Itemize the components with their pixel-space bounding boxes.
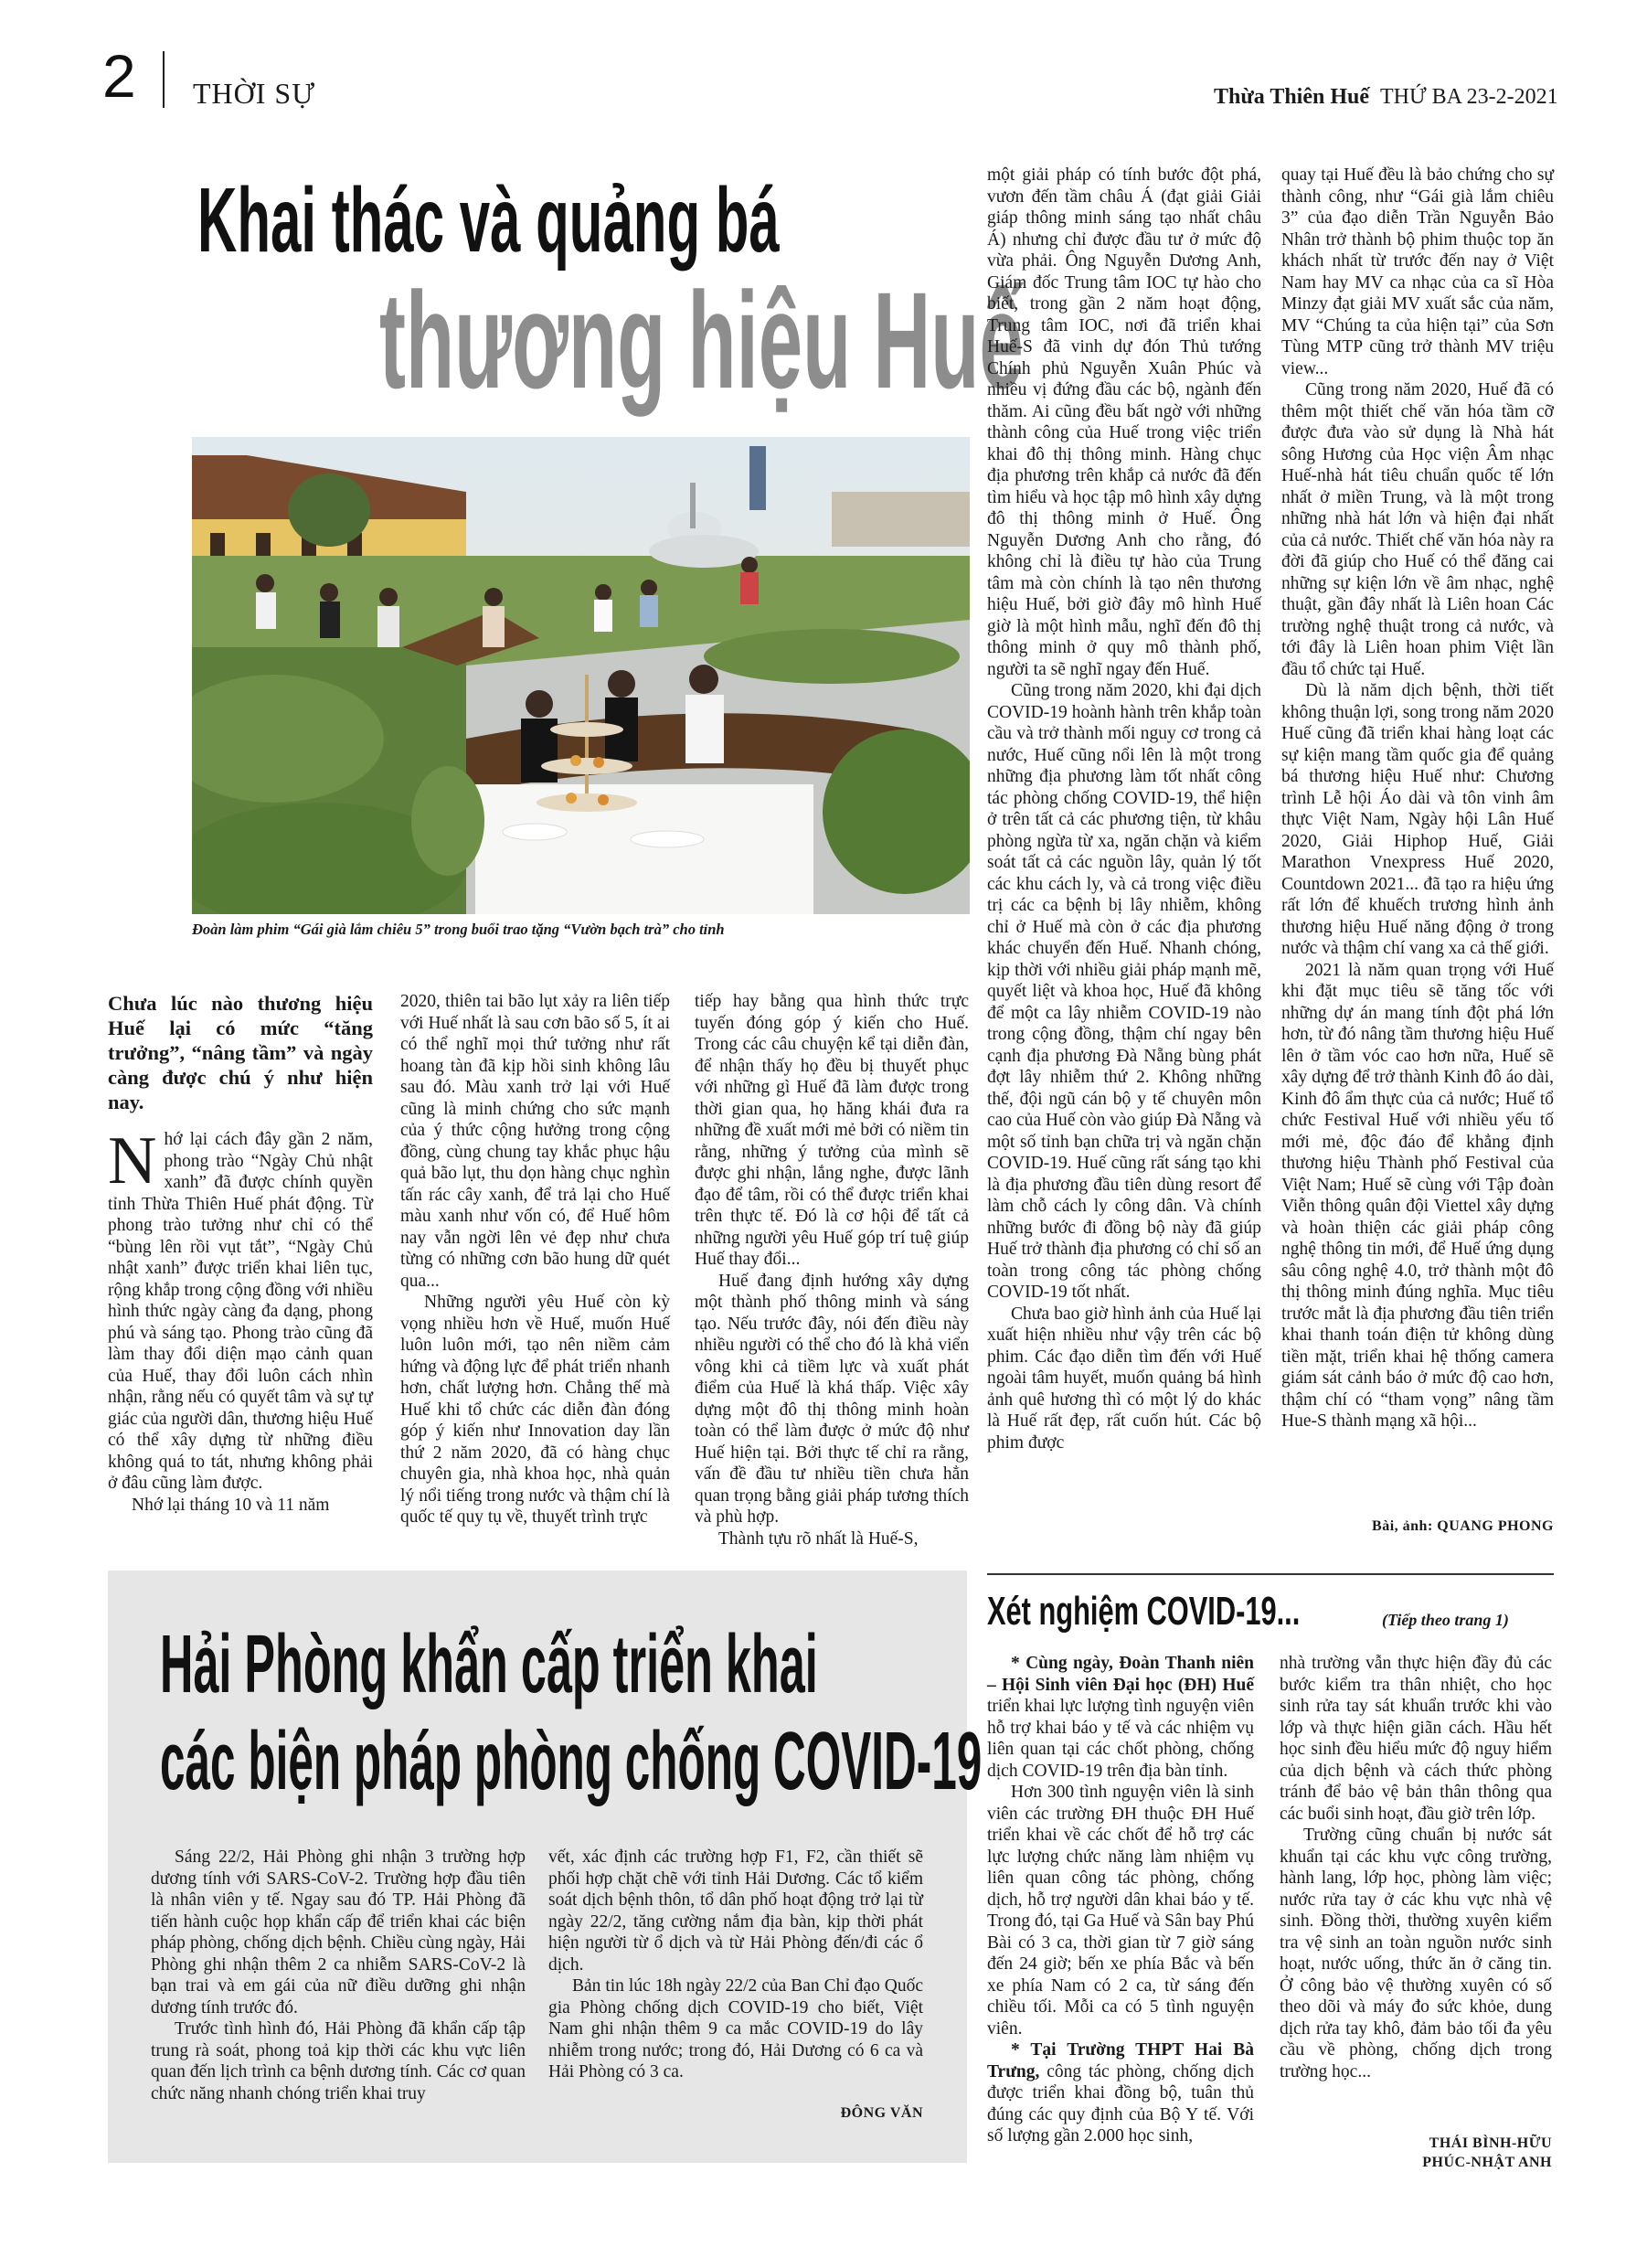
- article-title-line2: thương hiệu Huế: [379, 263, 1024, 417]
- article-title-line1: Khai thác và quảng bá: [197, 169, 780, 272]
- article1-paragraph: 2020, thiên tai bão lụt xảy ra liên tiếp với Huế nhất là sau cơn bão số 5, ít ai có thể nghĩ mọi thứ tưởng như rất hoang tàn đã kịp hồi sinh không lâu sau đó. Màu xanh trở lại với Huế cũng là minh chứng cho sức mạnh của ý thức cộng hưởng trong cộng đồng, cùng chung tay khắc phục hậu quả bão lụt, thu dọn hàng chục nghìn tấn rác cây xanh, để trả lại cho Huế màu xanh như vốn có, để Huế hôm nay vẫn ngời lên vẻ đẹp như chưa từng có những cơn bão hung dữ quét qua...: [400, 992, 670, 1291]
- article3-paragraph: Hơn 300 tình nguyện viên là sinh viên các trường ĐH thuộc ĐH Huế triển khai về các chốt để hỗ trợ các lực lượng chức năng làm nhiệm vụ liên quan công tác phòng, chống dịch, hỗ trợ người dân khai báo y tế. Trong đó, tại Ga Huế và Sân bay Phú Bài có 3 ca, thời gian từ 7 giờ sáng đến 24 giờ; bến xe phía Bắc và bến xe phía Nam có 2 ca, từ sáng đến chiều tối. Mỗi ca có 5 tình nguyện viên.: [987, 1783, 1254, 2039]
- article1-column-4: [987, 165, 1261, 1453]
- article2-column-1: [151, 1847, 526, 2104]
- article1-byline: Bài, ảnh: QUANG PHONG: [1372, 1518, 1554, 1534]
- tower-building: [749, 446, 766, 510]
- continued-note: (Tiếp theo trang 1): [1382, 1611, 1509, 1629]
- header-divider: [163, 51, 165, 108]
- article2-paragraph: Bản tin lúc 18h ngày 22/2 của Ban Chỉ đạo Quốc gia Phòng chống dịch COVID-19 cho biết, Việt Nam ghi nhận thêm 9 ca mắc COVID-19 do lây nhiễm trong nước; trong đó, Hải Dương có 6 ca và Hải Phòng có 3 ca.: [548, 1976, 923, 2082]
- article1-paragraph: Nhớ lại tháng 10 và 11 năm: [132, 1495, 330, 1515]
- page-number: 2: [102, 42, 136, 110]
- article1-paragraph: Chưa bao giờ hình ảnh của Huế lại xuất hiện nhiều như vậy trên các bộ phim. Các đạo diễn tìm đến với Huế ngoài tâm huyết, muốn quảng bá hình ảnh quê hương thì có một lý do khác là Huế rất đẹp, rất cuốn hút. Các bộ phim được: [987, 1304, 1261, 1453]
- article1-paragraph: Huế đang định hướng xây dựng một thành phố thông minh và sáng tạo. Nếu trước đây, nói đến điều này nhiều người có thể cho đó là khả viển vông khi cả tiềm lực và xuất phát điểm của Huế là khá thấp. Việc xây dựng một đô thị thông minh hoàn toàn có thể làm được ở mức độ như Huế hiện tại. Bởi thực tế chỉ ra rằng, vấn đề đầu tư nhiều tiền chưa hẳn quan trọng bằng giải pháp tương thích và phù hợp.: [695, 1271, 969, 1527]
- article3-paragraph: Trường cũng chuẩn bị nước sát khuẩn tại các khu vực công trường, hành lang, lớp học, phòng làm việc; nước rửa tay ở các khu vực nhà vệ sinh. Đồng thời, thường xuyên kiểm tra vệ sinh an toàn nguồn nước sinh hoạt, nước uống, thức ăn ở căng tin. Ở công bảo vệ thường xuyên có số theo dõi và máy đo sức khỏe, dung dịch rửa tay khô, đảm bảo tối đa yêu cầu về phòng, chống dịch trong trường học...: [1280, 1826, 1552, 2082]
- article2-title-line2: các biện pháp phòng chống COVID-19: [160, 1716, 983, 1807]
- drop-cap: N: [108, 1123, 157, 1198]
- article3-paragraph: * Cùng ngày, Đoàn Thanh niên – Hội Sinh viên Đại học (ĐH) Huế triển khai lực lượng tình nguyện viên hỗ trợ khai báo y tế và các nhiệm vụ liên quan tại các chốt phòng, chống dịch COVID-19 trên địa bàn tỉnh.: [987, 1654, 1254, 1781]
- article1-paragraph: Nhớ lại cách đây gần 2 năm, phong trào “Ngày Chủ nhật xanh” đã được chính quyền tỉnh Thừa Thiên Huế phát động. Từ phong trào tưởng như chỉ có thể “bùng lên rồi vụt tắt”, “Ngày Chủ nhật xanh” được triển khai liên tục, rộng khắp trong cộng đồng với nhiều hình thức ngày càng đa dạng, phong phú và sáng tạo. Phong trào cũng đã làm thay đổi diện mạo cảnh quan của Huế, thay đổi luôn cách nhìn nhận, rằng nếu có quyết tâm và sự tự giác của người dân, thương hiệu Huế có thể xây dựng từ những điều không quá to tát, nhưng không phải ở đâu cũng làm được.: [108, 1123, 373, 1493]
- article2-paragraph: Sáng 22/2, Hải Phòng ghi nhận 3 trường hợp dương tính với SARS-CoV-2. Trường hợp đầu tiên là nhân viên y tế. Ngay sau đó TP. Hải Phòng đã tiến hành cuộc họp khẩn cấp để triển khai các biện pháp phòng, chống dịch bệnh. Chiều cùng ngày, Hải Phòng ghi nhận thêm 2 ca nhiễm SARS-CoV-2 là bạn trai và em gái của nữ điều dưỡng ghi nhận dương tính trước đó.: [151, 1847, 526, 2018]
- article1-column-2: [400, 991, 670, 1528]
- article1-paragraph: 2021 là năm quan trọng với Huế khi đặt mục tiêu sẽ tăng tốc với những dự án mang tính đột phá lớn hơn, từ đó nâng tầm thương hiệu Huế lên ở tầm vóc cao hơn nữa, Huế sẽ xây dựng để trở thành Kinh đô áo dài, Kinh đô ẩm thực của cả nước; Huế tổ chức Festival Huế với nhiều yếu tố mới mẻ, độc đáo để khẳng định thương hiệu Thành phố Festival của Việt Nam; Huế sẽ cùng với Tập đoàn Viễn thông quân đội Viettel xây dựng và hoàn thiện các giải pháp công nghệ thông tin mới, để Huế ứng dụng sâu công nghệ 4.0, trở thành một đô thị thông minh đúng nghĩa. Mục tiêu trước mắt là địa phương đầu tiên triển khai thanh toán điện tử không dùng tiền mặt, triển khai hệ thống camera giám sát cảnh báo ở mức độ cao hơn, thậm chí có “tham vọng” nâng tầm Hue-S thành mạng xã hội...: [1281, 960, 1554, 1431]
- article1-column-5: [1281, 165, 1554, 1432]
- newspaper-brand: Thừa Thiên Huế: [1214, 85, 1370, 109]
- article2-title-line1: Hải Phòng khẩn cấp triển khai: [160, 1619, 818, 1710]
- article3-column-2: [1280, 1653, 1552, 2082]
- article-photo: [192, 437, 970, 914]
- article1-paragraph: Những người yêu Huế còn kỳ vọng nhiều hơn về Huế, muốn Huế luôn luôn mới, tạo nên niềm cảm hứng và động lực để phát triển nhanh hơn, chất lượng hơn. Chẳng thế mà Huế khi tổ chức các diễn đàn đóng góp ý kiến như Innovation day lần thứ 2 năm 2020, đã có hàng chục chuyên gia, nhà khoa học, nhà quản lý nổi tiếng trong nước và thậm chí là quốc tế quy tụ về, thuyết trình trực: [400, 1293, 670, 1527]
- article1-paragraph: Cũng trong năm 2020, khi đại dịch COVID-19 hoành hành trên khắp toàn cầu và trở thành mối nguy cơ trong cả nước, Huế cũng nổi lên là một trong những địa phương làm tốt nhất công tác phòng chống COVID-19, thể hiện ở trên tất cả các phương tiện, từ khâu phòng ngừa từ xa, ngăn chặn và kiểm soát tất cả các nguồn lây, quản lý tốt các khu cách ly, và cả trong việc điều trị các ca bệnh bị lây nhiễm, không chỉ ở Huế mà còn ở các địa phương khác chuyển đến Huế. Nhanh chóng, kịp thời với nhiều giải pháp mạnh mẽ, quyết liệt và khoa học, Huế đã không để một ca lây nhiễm COVID-19 nào trong cộng đồng, thậm chí ngay bên cạnh địa phương Đà Nẵng bùng phát đợt lây nhiễm thứ 2. Không những thế, đội ngũ cán bộ y tế chuyên môn cao của Huế còn vào giúp Đà Nẵng và một số tỉnh bạn chữa trị và ngăn chặn COVID-19. Huế cũng rất sáng tạo khi là địa phương đầu tiên dùng resort để làm chỗ cách ly công dân. Và chính những bước đi đồng bộ này đã giúp Huế trở thành địa phương có chỉ số an toàn trong công tác phòng chống COVID-19 tốt nhất.: [987, 681, 1261, 1302]
- article3-paragraph: nhà trường vẫn thực hiện đầy đủ các bước kiểm tra thân nhiệt, cho học sinh rửa tay sát khuẩn trước khi vào lớp và thực hiện giãn cách. Hầu hết học sinh đều hiểu mức độ nguy hiểm của dịch bệnh và cách thức phòng tránh để bảo vệ bản thân thông qua các buổi sinh hoạt, đầu giờ trên lớp.: [1280, 1654, 1552, 1824]
- article-lede: Chưa lúc nào thương hiệu Huế lại có mức “tăng trưởng”, “nâng tầm” và ngày càng được chú ý như hiện nay.: [108, 992, 373, 1113]
- article2-byline: ĐÔNG VĂN: [840, 2105, 923, 2121]
- article3-column-1: [987, 1653, 1254, 2147]
- article3-paragraph: * Tại Trường THPT Hai Bà Trưng, công tác phòng, chống dịch được triển khai đồng bộ, tuân thủ đúng các quy định của Bộ Y tế. Với số lượng gần 2.000 học sinh,: [987, 2040, 1254, 2146]
- photo-caption: Đoàn làm phim “Gái già lắm chiêu 5” trong buổi trao tặng “Vườn bạch trà” cho tỉnh: [192, 921, 725, 938]
- article1-column-1: [108, 991, 373, 1516]
- article1-paragraph: một giải pháp có tính bước đột phá, vươn đến tầm châu Á (đạt giải Giải giáp thông minh sáng tạo nhất châu Á) nhưng chỉ được đầu tư ở mức độ vừa phải. Ông Nguyễn Dương Anh, Giám đốc Trung tâm IOC tự hào cho biết, trong gần 2 năm hoạt động, Trung tâm IOC, nơi đã triển khai Huế-S đã vinh dự đón Thủ tướng Chính phủ Nguyễn Xuân Phúc và nhiều vị đứng đầu các bộ, ngành đến thăm. Ai cũng đều bất ngờ với những thành công của Huế trong việc triển khai đô thị thông minh. Hàng chục địa phương trên khắp cả nước đã đến tìm hiểu và học tập mô hình xây dựng đô thị thông minh ở Huế. Ông Nguyễn Dương Anh cho rằng, đó không chỉ là điều tự hào của Trung tâm mà còn chính là tạo nên thương hiệu Huế, bởi giờ đây mô hình Huế giờ là một hình mẫu, nghĩ đến đô thị thông minh ở quy mô thành phố, người ta sẽ nghĩ ngay đến Huế.: [987, 165, 1261, 679]
- article2-column-2: [548, 1847, 923, 2083]
- article2-paragraph: vết, xác định các trường hợp F1, F2, cần thiết sẽ phối hợp chặt chẽ với tỉnh Hải Dương. Các tổ kiểm soát dịch bệnh thôn, tổ dân phố hoạt động trở lại từ ngày 22/2, tăng cường nắm địa bàn, kịp thời phát hiện người từ ổ dịch và từ Hải Phòng đến/đi các ổ dịch.: [548, 1847, 923, 1975]
- article1-paragraph: tiếp hay bằng qua hình thức trực tuyến đóng góp ý kiến cho Huế. Trong các câu chuyện kể tại diễn đàn, để nhận thấy họ đều bị thuyết phục với những gì Huế đã làm được trong thời gian qua, họ hăng khái đưa ra những đề xuất mới mẻ bởi có niềm tin rằng, những ý tưởng của mình sẽ được ghi nhận, lắng nghe, được lãnh đạo để tâm, rồi có thể được triển khai trên thực tế. Đó là cơ hội để tất cả những người yêu Huế góp trí tuệ giúp Huế thay đổi...: [695, 992, 969, 1269]
- article1-paragraph: Dù là năm dịch bệnh, thời tiết không thuận lợi, song trong năm 2020 Huế cũng đã triển khai hàng loạt các sự kiện mang tầm quốc gia để quảng bá thương hiệu Huế như: Chương trình Lễ hội Áo dài và tôn vinh âm thực Việt Nam, Ngày hội Lân Huế 2020, Giải Hiphop Huế, Giải Marathon Vnexpress Huế 2020, Countdown 2021... đã tạo ra hiệu ứng rất lớn để khuếch trương hình ảnh thương hiệu Huế năng động ở trong nước và thậm chí vang xa cả thế giới.: [1281, 681, 1554, 958]
- article1-paragraph: quay tại Huế đều là bảo chứng cho sự thành công, như “Gái già lắm chiêu 3” của đạo diễn Trần Nguyễn Bảo Nhân trở thành bộ phim thuộc top ăn khách nhất từ trước đến nay ở Việt Nam hay MV ca nhạc của ca sĩ Hòa Minzy đạt giải MV xuất sắc của năm, MV “Chúng ta của hiện tại” của Sơn Tùng MTP cũng trở thành MV triệu view...: [1281, 165, 1554, 378]
- article1-paragraph: Thành tựu rõ nhất là Huế-S,: [718, 1528, 919, 1549]
- section-name: THỜI SỰ: [193, 77, 316, 110]
- article3-byline: THÁI BÌNH-HỮU PHÚC-NHẬT ANH: [1422, 2135, 1552, 2170]
- issue-date: THỨ BA 23-2-2021: [1380, 85, 1558, 109]
- article3-title: Xét nghiệm COVID-19...: [987, 1589, 1301, 1634]
- article1-column-3: [695, 991, 969, 1549]
- article2-paragraph: Trước tình hình đó, Hải Phòng đã khẩn cấp tập trung rà soát, phong toả kịp thời các khu vực liên quan đến lịch trình ca bệnh dương tính. Các cơ quan chức năng nhanh chóng triển khai truy: [151, 2019, 526, 2103]
- article1-paragraph: Cũng trong năm 2020, Huế đã có thêm một thiết chế văn hóa tầm cỡ được đưa vào sử dụng là Nhà hát sông Hương của Học viện Âm nhạc Huế-nhà hát tiêu chuẩn quốc tế lớn nhất ở miền Trung, và là một trong những nhà hát lớn và hiện đại nhất của cả nước. Thiết chế văn hóa này ra đời đã giúp cho Huế có thể đăng cai những sự kiện lớn về âm nhạc, nghệ thuật, gần đây nhất là Liên hoan Các trường nghệ thuật trong cả nước, và tới đây là Liên hoan phim Việt lần đầu tổ chức tại Huế.: [1281, 380, 1554, 679]
- article3-top-rule: [987, 1573, 1554, 1575]
